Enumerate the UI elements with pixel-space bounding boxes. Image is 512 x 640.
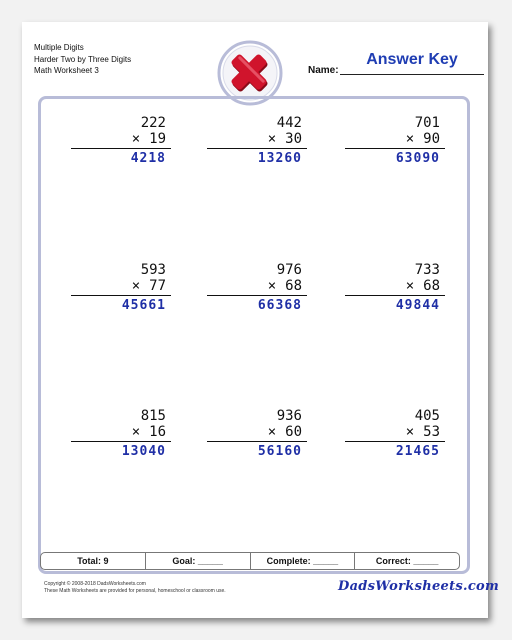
problem-bottom-number: 68 [285, 278, 302, 294]
problem-8 [207, 408, 307, 459]
problem-rule [71, 441, 171, 442]
times-sign: × [131, 424, 141, 440]
title-line-1: Multiple Digits [34, 43, 84, 52]
problem-bottom-number: 19 [149, 131, 166, 147]
name-label: Name: [308, 65, 339, 76]
problem-bottom-number: 60 [285, 424, 302, 440]
problem-rule [71, 295, 171, 296]
times-sign: × [267, 424, 277, 440]
times-sign: × [405, 424, 415, 440]
tally-complete: Complete: _____ [251, 553, 356, 569]
problem-bottom-number: 77 [149, 278, 166, 294]
problem-9 [345, 408, 445, 459]
problem-top-number: 442 [276, 115, 302, 131]
problem-5 [207, 262, 307, 313]
problem-answer: 56160 [257, 444, 302, 459]
problem-6 [345, 262, 445, 313]
problem-answer: 45661 [121, 298, 166, 313]
problem-7 [71, 408, 171, 459]
usage-note: These Math Worksheets are provided for personal, homeschool or classroom use. [44, 588, 226, 594]
dadsworksheets-logo: DadsWorksheets.com [338, 579, 500, 594]
problem-2 [207, 115, 307, 166]
problem-top-number: 936 [276, 408, 302, 424]
problem-1 [71, 115, 171, 166]
score-tally-bar [40, 552, 460, 570]
problem-4 [71, 262, 171, 313]
name-underline [340, 74, 484, 75]
footer-copyright-block [44, 581, 226, 595]
copyright-text: Copyright © 2008-2018 DadsWorksheets.com [44, 581, 146, 587]
problem-rule [71, 148, 171, 149]
problem-bottom-number: 90 [423, 131, 440, 147]
times-sign: × [405, 131, 415, 147]
problems-frame [38, 96, 470, 574]
problem-top-number: 405 [414, 408, 440, 424]
problem-rule [207, 295, 307, 296]
problem-top-number: 593 [140, 262, 166, 278]
title-line-2: Harder Two by Three Digits [34, 54, 132, 64]
problem-bottom-number: 68 [423, 278, 440, 294]
title-line-3: Math Worksheet 3 [34, 66, 99, 75]
problem-bottom-number: 30 [285, 131, 302, 147]
tally-goal: Goal: _____ [146, 553, 251, 569]
times-sign: × [267, 278, 277, 294]
problem-rule [345, 148, 445, 149]
problem-top-number: 701 [414, 115, 440, 131]
tally-correct: Correct: _____ [375, 556, 439, 566]
problem-rule [207, 441, 307, 442]
problem-rule [345, 441, 445, 442]
tally-total: Total: 9 [41, 553, 146, 569]
problem-bottom-number: 16 [149, 424, 166, 440]
problem-rule [345, 295, 445, 296]
times-sign: × [405, 278, 415, 294]
problem-bottom-number: 53 [423, 424, 440, 440]
problem-answer: 13040 [121, 444, 166, 459]
times-sign: × [131, 278, 141, 294]
worksheet-page [22, 22, 500, 618]
problem-answer: 4218 [130, 151, 166, 166]
times-sign: × [131, 131, 141, 147]
problem-top-number: 222 [140, 115, 166, 131]
problem-answer: 66368 [257, 298, 302, 313]
problem-answer: 49844 [395, 298, 440, 313]
problem-top-number: 733 [414, 262, 440, 278]
problem-3 [345, 115, 445, 166]
problem-answer: 63090 [395, 151, 440, 166]
times-sign: × [267, 131, 277, 147]
worksheet-title-block [34, 42, 131, 77]
problem-top-number: 976 [276, 262, 302, 278]
problem-top-number: 815 [140, 408, 166, 424]
problem-answer: 13260 [257, 151, 302, 166]
problem-rule [207, 148, 307, 149]
problem-answer: 21465 [395, 444, 440, 459]
answer-key-title: Answer Key [366, 51, 458, 68]
